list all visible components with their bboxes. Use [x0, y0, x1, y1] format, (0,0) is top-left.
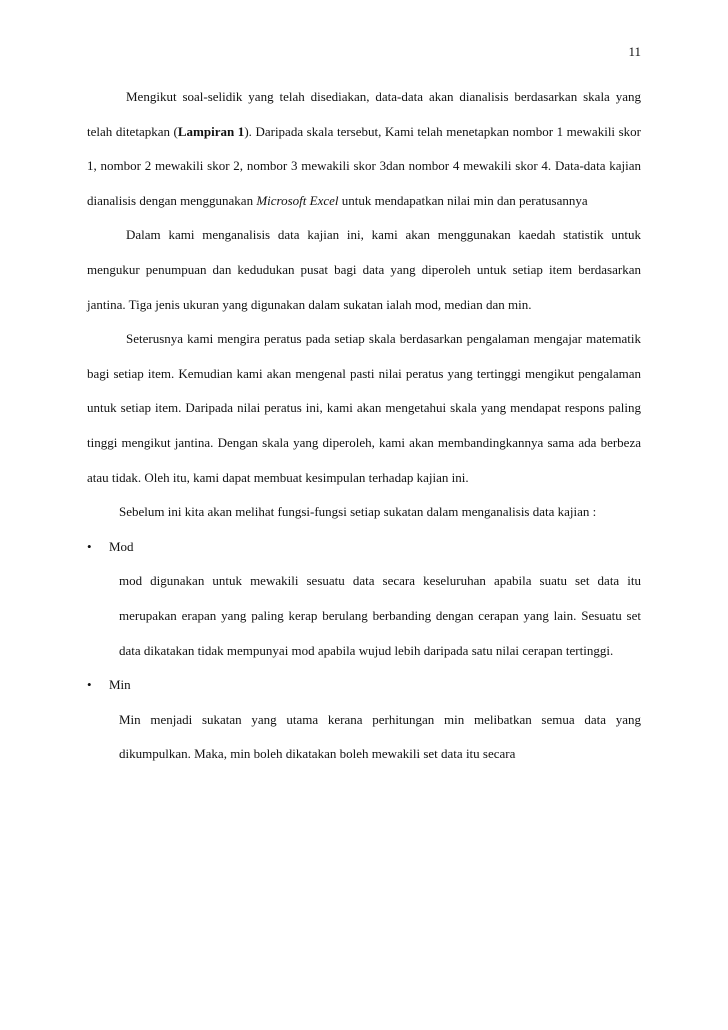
paragraph-text: Mengikut soal-selidik yang telah disediakan, data-data akan dianalisis berdasarkan skala yang telah ditetapkan (: [87, 89, 641, 139]
paragraph-statistics-method: Dalam kami menganalisis data kajian ini, kami akan menggunakan kaedah statistik untuk mengukur penumpuan dan kedudukan pusat bagi data yang diperoleh untuk setiap item berdasarkan jantina. Tiga jenis ukuran yang digunakan dalam sukatan ialah mod, median dan min.: [87, 227, 641, 312]
bullet-min: [87, 668, 641, 703]
bullet-title: Min: [109, 677, 131, 693]
bullet-title: Mod: [109, 538, 134, 554]
bullet-body-mod: mod digunakan untuk mewakili sesuatu data secara keseluruhan apabila suatu set data itu merupakan erapan yang paling kerap berulang berbanding dengan cerapan yang lain. Sesuatu set data dikatakan tidak mempunyai mod apabila wujud lebih daripada satu nilai cerapan tertinggi.: [119, 573, 641, 658]
bullet-icon: •: [87, 677, 92, 693]
document-body: [87, 80, 641, 772]
bullet-mod: [87, 530, 641, 565]
software-name: Microsoft Excel: [256, 192, 339, 208]
paragraph-functions-intro: Sebelum ini kita akan melihat fungsi-fungsi setiap sukatan dalam menganalisis data kajian :: [119, 504, 597, 520]
paragraph-percentage: Seterusnya kami mengira peratus pada setiap skala berdasarkan pengalaman mengajar matematik bagi setiap item. Kemudian kami akan mengenal pasti nilai peratus yang tertinggi mengikut pengalaman untuk setiap item. Daripada nilai peratus ini, kami akan mengetahui skala yang mendapat respons paling tinggi mengikut jantina. Dengan skala yang diperoleh, kami akan membandingkannya sama ada berbeza atau tidak. Oleh itu, kami dapat membuat kesimpulan terhadap kajian ini.: [87, 331, 641, 485]
paragraph-data-analysis: [87, 80, 641, 218]
bullet-icon: •: [87, 538, 92, 554]
appendix-reference: Lampiran 1: [177, 123, 245, 139]
page-number: 11: [628, 44, 641, 59]
paragraph-text: untuk mendapatkan nilai min dan peratusannya: [338, 192, 588, 208]
paragraph-text: ). Daripada skala tersebut, Kami telah menetapkan nombor 1 mewakili skor 1, nombor 2 mewakili skor 2, nombor 3 mewakili skor 3dan nombor 4 mewakili skor 4. Data-data kajian dianalisis dengan menggunakan: [87, 123, 641, 208]
bullet-body-min: Min menjadi sukatan yang utama kerana perhitungan min melibatkan semua data yang dikumpulkan. Maka, min boleh dikatakan boleh mewakili set data itu secara: [119, 711, 641, 762]
